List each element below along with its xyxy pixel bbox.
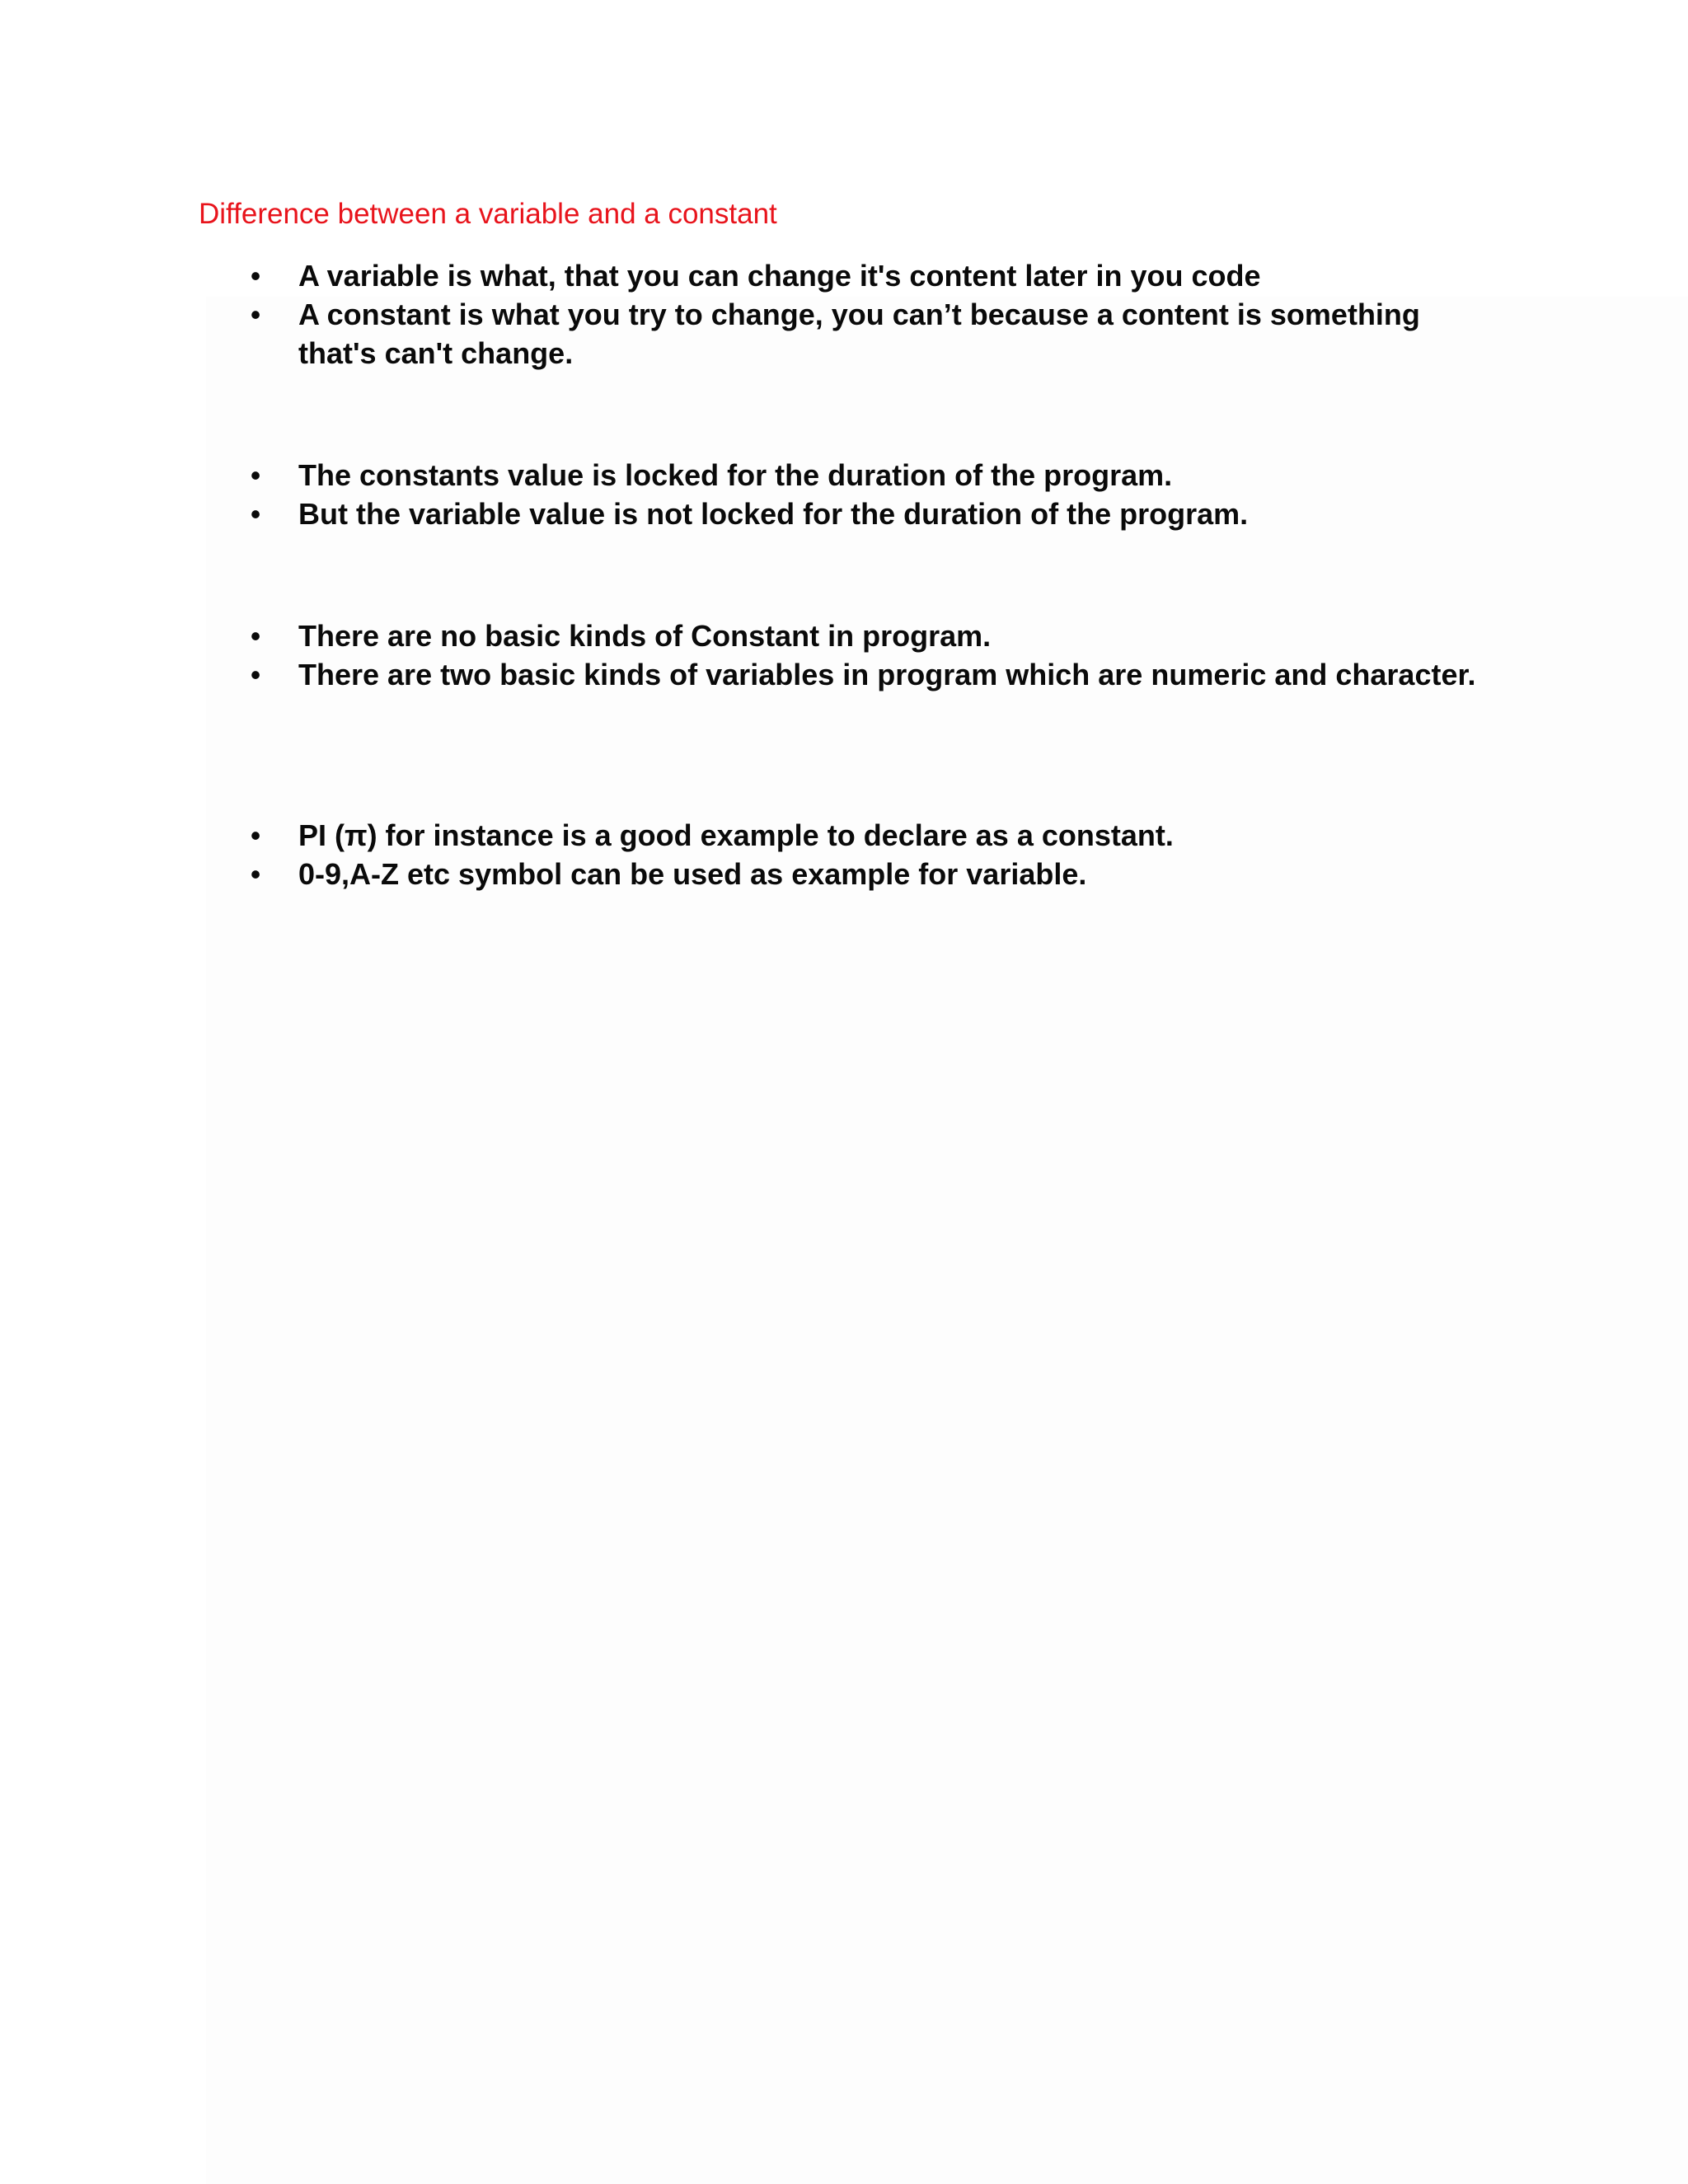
bullet-icon: • [250, 458, 261, 492]
bullet-list-group-4 [247, 816, 1484, 893]
bullet-item [247, 295, 1484, 373]
bullet-item [247, 816, 1484, 855]
bullet-text: A variable is what, that you can change it's content later in you code [298, 259, 1261, 293]
bullet-list-group-2 [247, 456, 1484, 533]
bullet-icon: • [250, 259, 261, 293]
bullet-text: PI (π) for instance is a good example to declare as a constant. [298, 818, 1174, 852]
bullet-icon: • [250, 818, 261, 852]
bullet-item [247, 456, 1484, 494]
bullet-text: There are two basic kinds of variables in program which are numeric and character. [298, 658, 1476, 691]
bullet-item [247, 655, 1484, 694]
bullet-list-group-1 [247, 256, 1484, 373]
bullet-item [247, 616, 1484, 655]
bullet-item [247, 256, 1484, 295]
bullet-icon: • [250, 857, 261, 891]
bullet-list-group-3 [247, 616, 1484, 694]
bullet-icon: • [250, 619, 261, 653]
bullet-text: The constants value is locked for the duration of the program. [298, 458, 1173, 492]
page-background-shade [206, 297, 1688, 2184]
bullet-item [247, 855, 1484, 893]
bullet-text: 0-9,A-Z etc symbol can be used as example for variable. [298, 857, 1087, 891]
bullet-text: A constant is what you try to change, you can’t because a content is something that's can't change. [298, 298, 1420, 370]
bullet-text: But the variable value is not locked for the duration of the program. [298, 497, 1249, 531]
bullet-item [247, 494, 1484, 533]
bullet-icon: • [250, 658, 261, 691]
bullet-icon: • [250, 298, 261, 331]
document-title: Difference between a variable and a constant [199, 198, 777, 230]
bullet-text: There are no basic kinds of Constant in program. [298, 619, 992, 653]
bullet-icon: • [250, 497, 261, 531]
